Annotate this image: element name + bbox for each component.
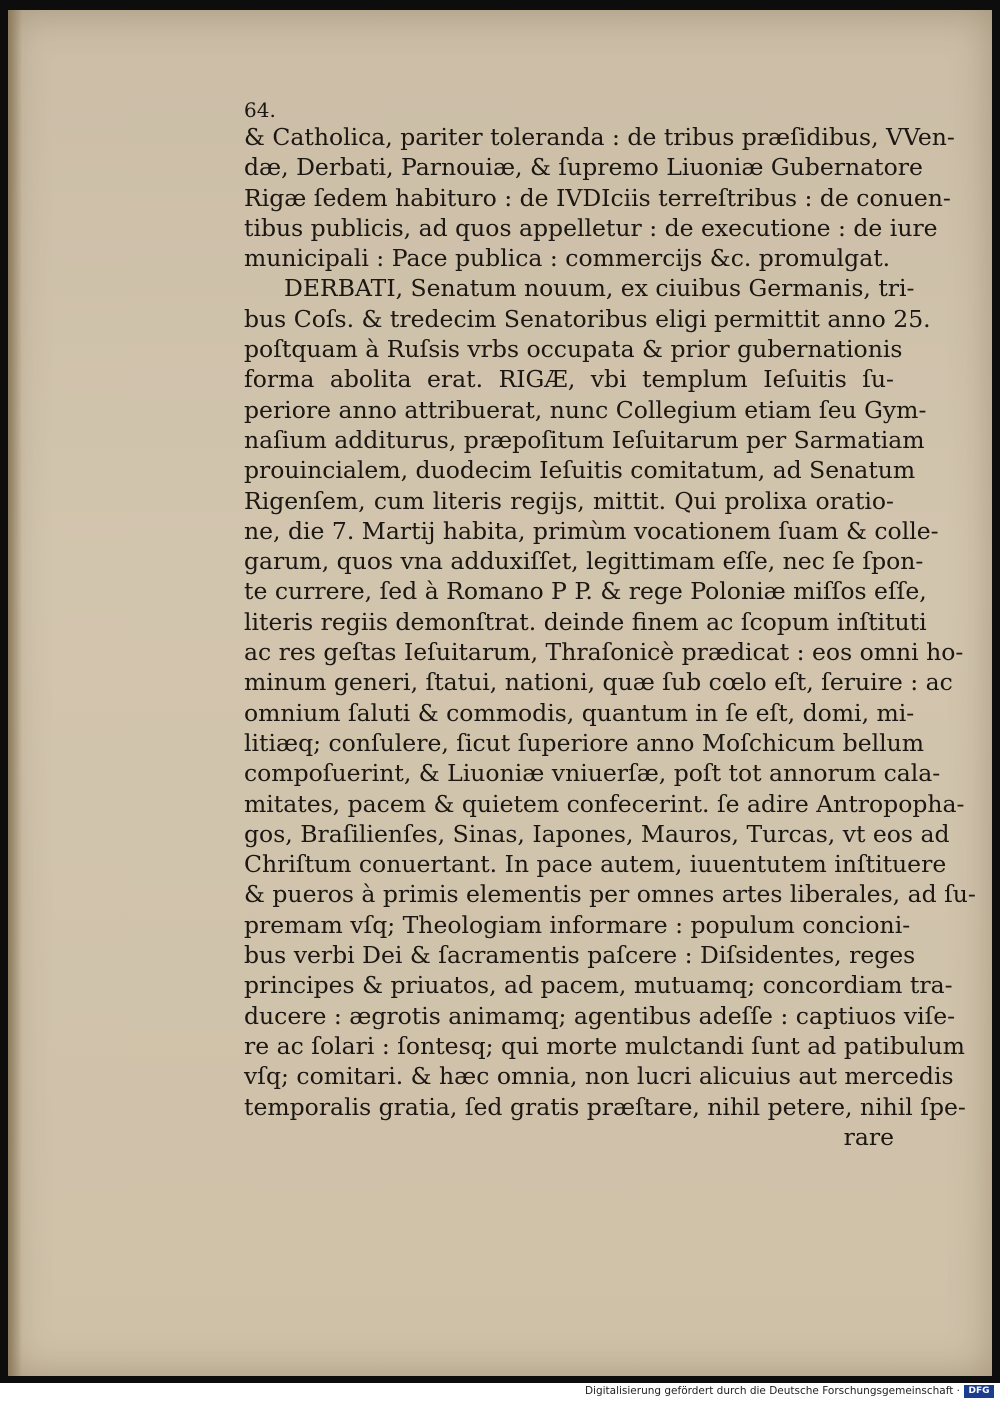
text-line: gos, Braſilienſes, Sinas, Iapones, Mauros, Turcas, vt eos ad — [244, 819, 950, 848]
text-line: ac res geſtas Ieſuitarum, Thraſonicè prædicat : eos omni ho- — [244, 638, 964, 667]
text-line: minum generi, ſtatui, nationi, quæ ſub cœlo eſt, ſeruire : ac — [244, 668, 953, 697]
catchword: rare — [843, 1122, 894, 1151]
text-line: garum, quos vna adduxiſſet, legittimam eſſe, nec ſe ſpon- — [244, 547, 924, 576]
text-line: & pueros à primis elementis per omnes artes liberales, ad ſu- — [244, 880, 976, 909]
text-line: premam vſq; Theologiam informare : populum concioni- — [244, 910, 911, 939]
text-line: re ac ſolari : ſontesq; qui morte mulctandi ſunt ad patibulum — [244, 1031, 965, 1060]
text-line: poſtquam à Ruſsis vrbs occupata & prior gubernationis — [244, 335, 903, 364]
text-line: dæ, Derbati, Parnouiæ, & ſupremo Liuoniæ Gubernatore — [244, 153, 923, 182]
text-line: vſq; comitari. & hæc omnia, non lucri alicuius aut mercedis — [244, 1062, 954, 1091]
text-line: literis regiis demonſtrat. deinde finem ac ſcopum inſtituti — [244, 607, 927, 636]
funding-notice: Digitalisierung gefördert durch die Deutsche Forschungsgemeinschaft · — [584, 1385, 960, 1397]
text-line: litiæq; conſulere, ſicut ſuperiore anno Moſchicum bellum — [244, 728, 925, 757]
text-line: & Catholica, pariter toleranda : de tribus præſidibus, VVen- — [244, 123, 955, 151]
footer-bar — [0, 1383, 1000, 1401]
page-binding-shadow — [8, 10, 22, 1376]
text-line: ducere : ægrotis animamq; agentibus adeſſe : captiuos viſe- — [244, 1001, 956, 1030]
text-line: tibus publicis, ad quos appelletur : de executione : de iure — [244, 213, 938, 242]
text-line: bus Coſs. & tredecim Senatoribus eligi permittit anno 25. — [244, 304, 931, 333]
text-line: omnium ſaluti & commodis, quantum in ſe eſt, domi, mi- — [244, 698, 915, 727]
text-line: te currere, ſed à Romano P P. & rege Poloniæ miſſos eſſe, — [244, 577, 927, 606]
text-line: naſium additurus, præpoſitum Ieſuitarum per Sarmatiam — [244, 425, 925, 454]
dfg-logo[interactable]: DFG — [964, 1385, 994, 1398]
text-line: ne, die 7. Martij habita, primùm vocationem ſuam & colle- — [244, 516, 939, 545]
text-line: periore anno attribuerat, nunc Collegium etiam ſeu Gym- — [244, 395, 927, 424]
page-text — [244, 98, 976, 1152]
text-line: bus verbi Dei & ſacramentis paſcere : Diſsidentes, reges — [244, 941, 916, 970]
text-line: Chriſtum conuertant. In pace autem, iuuentutem inſtituere — [244, 850, 947, 879]
text-line: forma abolita erat. RIGÆ, vbi templum Ieſuitis ſu- — [244, 365, 894, 394]
text-line: municipali : Pace publica : commercijs &c. promulgat. — [244, 244, 891, 273]
text-line: DERBATI, Senatum nouum, ex ciuibus Germanis, tri- — [284, 274, 915, 303]
text-line: Rigenſem, cum literis regijs, mittit. Qui prolixa oratio- — [244, 486, 894, 515]
text-line: Rigæ ſedem habituro : de IVDIciis terreſtribus : de conuen- — [244, 183, 951, 212]
text-line: prouincialem, duodecim Ieſuitis comitatum, ad Senatum — [244, 456, 916, 485]
text-line: compoſuerint, & Liuoniæ vniuerſæ, poſt tot annorum cala- — [244, 759, 941, 788]
page-number: 64. — [244, 98, 276, 122]
text-line: mitates, pacem & quietem confecerint. ſe adire Antropopha- — [244, 789, 965, 818]
text-line: principes & priuatos, ad pacem, mutuamq; concordiam tra- — [244, 971, 953, 1000]
text-line: temporalis gratia, ſed gratis præſtare, nihil petere, nihil ſpe- — [244, 1092, 966, 1121]
